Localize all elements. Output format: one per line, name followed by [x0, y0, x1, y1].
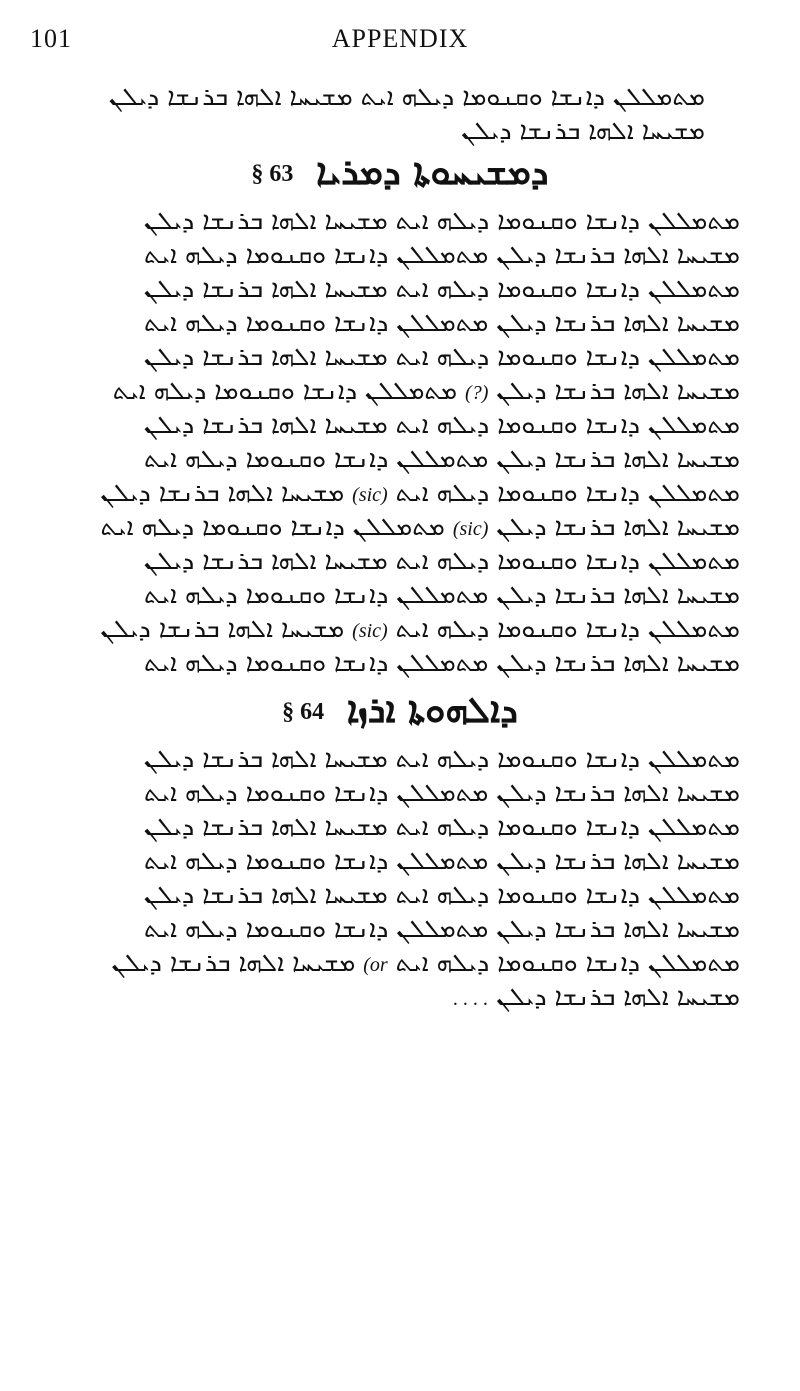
- syriac-line: [55, 946, 740, 980]
- syriac-text: ܡܫܝܚܐ ܐܠܗܐ ܒܪܢܫܐ ܕܝܠܢ: [144, 206, 388, 235]
- syriac-text: ܡܫܝܚܐ ܐܠܗܐ ܒܪܢܫܐ ܕܝܠܢ: [144, 880, 388, 909]
- syriac-text: ܡܫܝܚܐ ܐܠܗܐ ܒܪܢܫܐ ܕܝܠܢ: [144, 546, 388, 575]
- or-note: (or: [363, 954, 388, 976]
- syriac-text: ܡܬܡܠܠܢ ܕܐܢܫܐ ܘܩܢܘܡܐ ܕܝܠܗ ܐܝܬ: [395, 410, 740, 439]
- syriac-line: [55, 810, 740, 844]
- syriac-text: ܡܫܝܚܐ ܐܠܗܐ ܒܪܢܫܐ ܕܝܠܢ: [496, 846, 740, 875]
- syriac-text: ܡܬܡܠܠܢ ܕܐܢܫܐ ܘܩܢܘܡܐ ܕܝܠܗ ܐܝܬ: [395, 342, 740, 371]
- syriac-line: [55, 742, 740, 776]
- syriac-line: [55, 306, 740, 340]
- syriac-text: ܡܫܝܚܐ ܐܠܗܐ ܒܪܢܫܐ ܕܝܠܢ: [496, 914, 740, 943]
- syriac-text: ܡܫܝܚܐ ܐܠܗܐ ܒܪܢܫܐ ܕܝܠܢ: [496, 308, 740, 337]
- syriac-line: [55, 476, 740, 510]
- syriac-line: [55, 238, 740, 272]
- syriac-text: ܡܬܡܠܠܢ ܕܐܢܫܐ ܘܩܢܘܡܐ ܕܝܠܗ ܐܝܬ: [395, 614, 740, 643]
- syriac-line: [144, 646, 740, 680]
- syriac-text: ܡܫܝܚܐ ܐܠܗܐ ܒܪܢܫܐ ܕܝܠܢ: [109, 82, 353, 111]
- page-header: [30, 24, 770, 64]
- running-head: APPENDIX: [331, 24, 469, 53]
- syriac-text: ܡܫܝܚܐ ܐܠܗܐ ܒܪܢܫܐ ܕܝܠܢ: [144, 744, 388, 773]
- syriac-text: ܡܫܝܚܐ ܐܠܗܐ ܒܪܢܫܐ ܕܝܠܢ: [496, 982, 740, 1011]
- syriac-text: ܡܫܝܚܐ ܐܠܗܐ ܒܪܢܫܐ ܕܝܠܢ: [100, 478, 345, 507]
- syriac-text: ܡܬܡܠܠܢ ܕܐܢܫܐ ܘܩܢܘܡܐ ܕܝܠܗ ܐܝܬ: [144, 778, 489, 807]
- syriac-text: ܡܬܡܠܠܢ ܕܐܢܫܐ ܘܩܢܘܡܐ ܕܝܠܗ ܐܝܬ: [395, 546, 740, 575]
- syriac-line: [55, 442, 740, 476]
- syriac-text: ܡܫܝܚܐ ܐܠܗܐ ܒܪܢܫܐ ܕܝܠܢ: [496, 376, 740, 405]
- syriac-text: ܡܫܝܚܐ ܐܠܗܐ ܒܪܢܫܐ ܕܝܠܢ: [496, 580, 740, 609]
- syriac-text: ܡܫܝܚܐ ܐܠܗܐ ܒܪܢܫܐ ܕܝܠܢ: [144, 410, 388, 439]
- syriac-text: ܡܬܡܠܠܢ ܕܐܢܫܐ ܘܩܢܘܡܐ ܕܝܠܗ ܐܝܬ: [144, 648, 489, 677]
- syriac-text: ܡܫܝܚܐ ܐܠܗܐ ܒܪܢܫܐ ܕܝܠܢ: [144, 342, 388, 371]
- syriac-line: [95, 80, 705, 114]
- heading-text: ܕܡܫܝܚܘܬܐ ܕܡܪܝܐ: [315, 152, 549, 193]
- syriac-line: [55, 612, 740, 646]
- ellipsis-note: . . . .: [453, 988, 489, 1010]
- syriac-text: ܡܫܝܚܐ ܐܠܗܐ ܒܪܢܫܐ ܕܝܠܢ: [144, 274, 388, 303]
- syriac-text: ܡܬܡܠܠܢ ܕܐܢܫܐ ܘܩܢܘܡܐ ܕܝܠܗ ܐܝܬ: [144, 580, 489, 609]
- syriac-text: ܡܫܝܚܐ ܐܠܗܐ ܒܪܢܫܐ ܕܝܠܢ: [461, 116, 705, 145]
- syriac-text: ܡܬܡܠܠܢ ܕܐܢܫܐ ܘܩܢܘܡܐ ܕܝܠܗ ܐܝܬ: [100, 512, 445, 541]
- syriac-text: ܡܬܡܠܠܢ ܕܐܢܫܐ ܘܩܢܘܡܐ ܕܝܠܗ ܐܝܬ: [395, 948, 740, 977]
- syriac-text: ܡܫܝܚܐ ܐܠܗܐ ܒܪܢܫܐ ܕܝܠܢ: [496, 444, 740, 473]
- heading-text: ܕܐܠܗܘܬܐ ܐܪܙܐ: [346, 690, 518, 731]
- syriac-text: ܡܬܡܠܠܢ ܕܐܢܫܐ ܘܩܢܘܡܐ ܕܝܠܗ ܐܝܬ: [144, 308, 489, 337]
- syriac-text: ܡܫܝܚܐ ܐܠܗܐ ܒܪܢܫܐ ܕܝܠܢ: [100, 614, 345, 643]
- section-heading-63: [80, 150, 720, 196]
- section-heading-64: [80, 688, 720, 734]
- syriac-text: ܡܫܝܚܐ ܐܠܗܐ ܒܪܢܫܐ ܕܝܠܢ: [496, 240, 740, 269]
- section-number: § 63: [251, 161, 294, 187]
- section-number: § 64: [282, 699, 325, 725]
- syriac-text: ܡܬܡܠܠܢ ܕܐܢܫܐ ܘܩܢܘܡܐ ܕܝܠܗ ܐܝܬ: [144, 846, 489, 875]
- syriac-text: ܡܬܡܠܠܢ ܕܐܢܫܐ ܘܩܢܘܡܐ ܕܝܠܗ ܐܝܬ: [395, 880, 740, 909]
- page-number: 101: [30, 24, 72, 53]
- syriac-line: [55, 878, 740, 912]
- question-note: (?): [465, 382, 489, 404]
- syriac-line: [55, 544, 740, 578]
- syriac-line: [55, 844, 740, 878]
- syriac-text: ܡܬܡܠܠܢ ܕܐܢܫܐ ܘܩܢܘܡܐ ܕܝܠܗ ܐܝܬ: [395, 206, 740, 235]
- syriac-text: ܡܬܡܠܠܢ ܕܐܢܫܐ ܘܩܢܘܡܐ ܕܝܠܗ ܐܝܬ: [144, 914, 489, 943]
- syriac-line: [55, 408, 740, 442]
- syriac-line: [390, 114, 705, 148]
- syriac-text: ܡܬܡܠܠܢ ܕܐܢܫܐ ܘܩܢܘܡܐ ܕܝܠܗ ܐܝܬ: [360, 82, 705, 111]
- syriac-line: [55, 776, 740, 810]
- syriac-text: ܡܬܡܠܠܢ ܕܐܢܫܐ ܘܩܢܘܡܐ ܕܝܠܗ ܐܝܬ: [395, 812, 740, 841]
- syriac-text: ܡܬܡܠܠܢ ܕܐܢܫܐ ܘܩܢܘܡܐ ܕܝܠܗ ܐܝܬ: [144, 444, 489, 473]
- syriac-line: [55, 340, 740, 374]
- syriac-line: [55, 912, 740, 946]
- syriac-text: ܡܬܡܠܠܢ ܕܐܢܫܐ ܘܩܢܘܡܐ ܕܝܠܗ ܐܝܬ: [395, 744, 740, 773]
- syriac-text: ܡܫܝܚܐ ܐܠܗܐ ܒܪܢܫܐ ܕܝܠܢ: [496, 648, 740, 677]
- syriac-line: [55, 204, 740, 238]
- sic-note: (sic): [452, 518, 489, 540]
- syriac-line: [55, 374, 740, 408]
- syriac-line: [55, 980, 740, 1014]
- sic-note: (sic): [352, 484, 388, 506]
- syriac-line: [55, 272, 740, 306]
- syriac-text: ܡܬܡܠܠܢ ܕܐܢܫܐ ܘܩܢܘܡܐ ܕܝܠܗ ܐܝܬ: [395, 478, 740, 507]
- syriac-text: ܡܬܡܠܠܢ ܕܐܢܫܐ ܘܩܢܘܡܐ ܕܝܠܗ ܐܝܬ: [112, 376, 458, 405]
- syriac-text: ܡܫܝܚܐ ܐܠܗܐ ܒܪܢܫܐ ܕܝܠܢ: [496, 512, 740, 541]
- syriac-text: ܡܬܡܠܠܢ ܕܐܢܫܐ ܘܩܢܘܡܐ ܕܝܠܗ ܐܝܬ: [144, 240, 489, 269]
- syriac-line: [55, 578, 740, 612]
- syriac-text: ܡܫܝܚܐ ܐܠܗܐ ܒܪܢܫܐ ܕܝܠܢ: [111, 948, 356, 977]
- syriac-text: ܡܫܝܚܐ ܐܠܗܐ ܒܪܢܫܐ ܕܝܠܢ: [144, 812, 388, 841]
- sic-note: (sic): [352, 620, 388, 642]
- syriac-text: ܡܫܝܚܐ ܐܠܗܐ ܒܪܢܫܐ ܕܝܠܢ: [496, 778, 740, 807]
- syriac-line: [55, 510, 740, 544]
- syriac-text: ܡܬܡܠܠܢ ܕܐܢܫܐ ܘܩܢܘܡܐ ܕܝܠܗ ܐܝܬ: [395, 274, 740, 303]
